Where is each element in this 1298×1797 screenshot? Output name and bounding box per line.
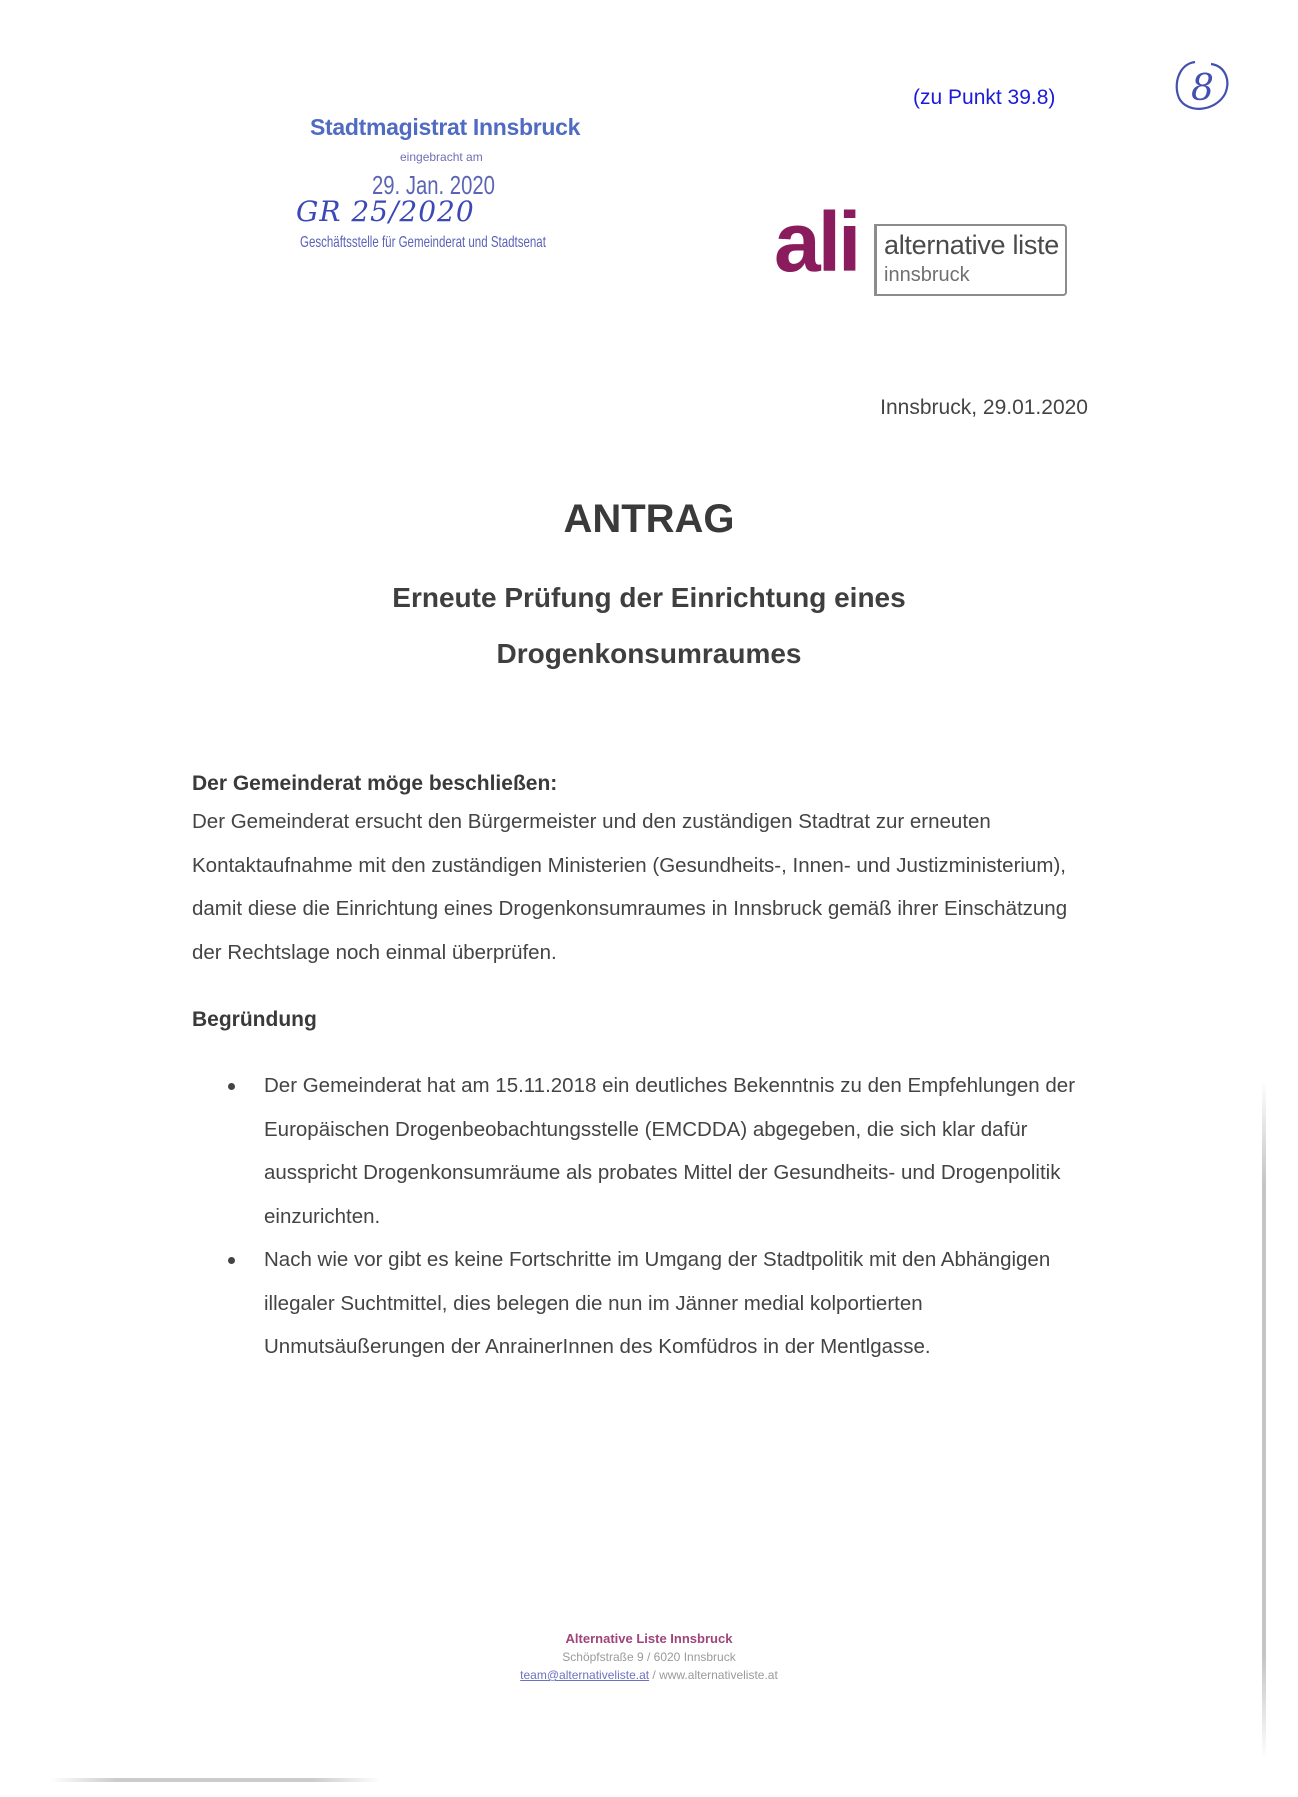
footer-contact bbox=[0, 1666, 1298, 1684]
footer-organization: Alternative Liste Innsbruck bbox=[565, 1631, 733, 1646]
reasoning-list bbox=[228, 1064, 1088, 1369]
footer bbox=[0, 1630, 1298, 1684]
stamp-received-label: eingebracht am bbox=[400, 150, 483, 164]
footer-email-link[interactable]: team@alternativeliste.at bbox=[520, 1668, 650, 1682]
motion-text: Der Gemeinderat ersucht den Bürgermeister und den zuständigen Stadtrat zur erneuten Kontaktaufnahme mit den zuständigen Ministerien (Gesundheits-, Innen- und Justizministerium), damit diese die Einrichtung eines Drogenkonsumraumes in Innsbruck gemäß ihrer Einschätzung der Rechtslage noch einmal überprüfen. bbox=[192, 810, 1068, 964]
logo-city: innsbruck bbox=[884, 264, 970, 286]
place-date: Innsbruck, 29.01.2020 bbox=[880, 396, 1088, 419]
receipt-stamp bbox=[290, 110, 620, 270]
list-item bbox=[228, 1064, 1088, 1238]
footer-address: Schöpfstraße 9 / 6020 Innsbruck bbox=[562, 1650, 736, 1664]
footer-website: www.alternativeliste.at bbox=[659, 1668, 778, 1682]
reasoning-heading: Begründung bbox=[192, 1008, 317, 1031]
stamp-date: 29. Jan. 2020 bbox=[372, 170, 495, 200]
document-title: ANTRAG bbox=[563, 497, 735, 541]
handwritten-number-mark bbox=[1165, 50, 1235, 120]
bullet-icon bbox=[228, 1083, 235, 1090]
reasoning-point-2: Nach wie vor gibt es keine Fortschritte im Umgang der Stadtpolitik mit den Abhängigen illegaler Suchtmittel, dies belegen die nun im Jänner medial kolportierten Unmutsäußerungen der AnrainerInnen des Komfüdros in der Mentlgasse. bbox=[264, 1248, 1051, 1358]
footer-separator: / bbox=[649, 1668, 660, 1682]
stamp-handwritten-reference: GR 25/2020 bbox=[296, 195, 475, 228]
subject-line-1: Erneute Prüfung der Einrichtung eines bbox=[392, 582, 906, 613]
logo-name: alternative liste bbox=[884, 230, 1059, 260]
motion-heading: Der Gemeinderat möge beschließen: bbox=[192, 772, 558, 795]
stamp-office: Geschäftsstelle für Gemeinderat und Stadtsenat bbox=[300, 234, 546, 251]
subject-line-2: Drogenkonsumraumes bbox=[496, 638, 802, 669]
subject bbox=[0, 570, 1298, 682]
hand-mark-digit: 8 bbox=[1191, 68, 1214, 109]
bullet-icon bbox=[228, 1257, 235, 1264]
ali-logo bbox=[774, 195, 1094, 300]
stamp-organization: Stadtmagistrat Innsbruck bbox=[310, 114, 581, 140]
reference-note: (zu Punkt 39.8) bbox=[913, 86, 1056, 109]
list-item bbox=[228, 1238, 1088, 1369]
reasoning-point-1: Der Gemeinderat hat am 15.11.2018 ein deutliches Bekenntnis zu den Empfehlungen der Europäischen Drogenbeobachtungsstelle (EMCDDA) abgegeben, die sich klar dafür ausspricht Drogenkonsumräume als probates Mittel der Gesundheits- und Drogenpolitik einzurichten. bbox=[264, 1074, 1076, 1228]
logo-mark: ali bbox=[774, 195, 859, 289]
scan-edge-bottom bbox=[50, 1778, 380, 1782]
